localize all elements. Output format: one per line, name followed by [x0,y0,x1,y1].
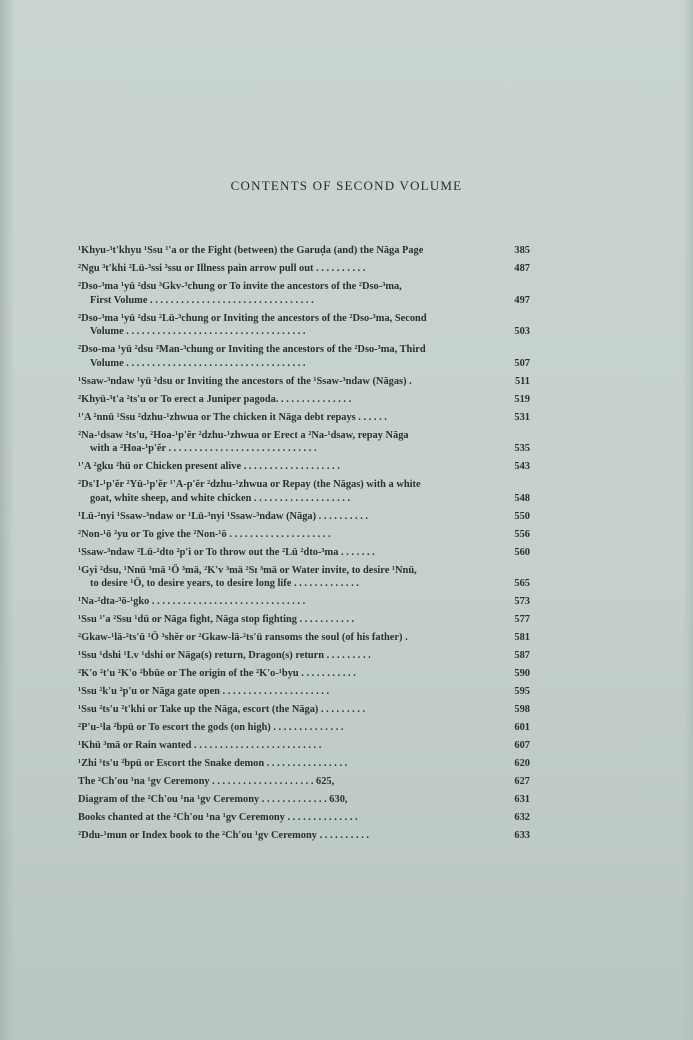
toc-entry-page-number: 556 [514,528,530,540]
toc-entry-title [78,793,496,807]
toc-entry-page-number: 531 [514,411,530,423]
toc-entry-continuation-line: goat, white sheep, and white chicken . . . . . . . . . . . . . . . . . . . [90,492,351,504]
toc-entry-line: ²Dso-ma ¹yü ²dsu ²Man-³chung or Inviting the ancestors of the ²Dso-³ma, Third [78,344,426,355]
toc-entry-title [78,631,496,645]
toc-entry-line: ²Ddu-¹mun or Index book to the ²Ch'ou ¹gv Ceremony . . . . . . . . . . [78,830,369,841]
toc-entry-title [78,375,496,389]
toc-entry-page-number: 607 [514,740,530,751]
toc-entry-title [78,546,496,560]
toc-entry-continuation-line: Volume . . . . . . . . . . . . . . . . . . . . . . . . . . . . . . . . . . . [90,326,306,337]
toc-entry-page-number: 633 [514,830,530,841]
toc-entry [78,829,530,843]
toc-entry [78,703,530,717]
toc-entry [78,649,530,663]
toc-entry-title [78,510,496,524]
toc-entry-line: ¹Ssu ¹'a ²Ssu ¹dü or Nāga fight, Nāga stop fighting . . . . . . . . . . . [78,614,355,625]
toc-entry [78,667,530,681]
toc-entry-line: ²K'o ²t'u ²K'o ²bbüe or The origin of the ²K'o-¹byu . . . . . . . . . . . [78,668,356,679]
toc-entry-title [78,721,496,735]
toc-entry-title [78,649,496,663]
toc-entry-line: ²P'u-¹la ²bpü or To escort the gods (on high) . . . . . . . . . . . . . . [78,722,344,733]
toc-entry-title [78,312,496,339]
toc-entry-title [78,595,496,609]
toc-entry-title [78,829,496,843]
page-shadow-right [683,0,693,1040]
toc-entry-line: ²Ds'I-¹p'ĕr ²Yü-¹p'ĕr ¹'A-p'ĕr ²dzhu-¹zhwua or Repay (the Nāgas) with a white [78,479,421,490]
toc-entry-line: ²Khyü-³t'a ²ts'u or To erect a Juniper pagoda. . . . . . . . . . . . . . . [78,393,352,405]
toc-entry-title [78,244,496,258]
toc-entry-page-number: 560 [514,546,530,558]
toc-entry-title [78,429,496,456]
toc-entry-page-number: 590 [514,668,530,679]
toc-entry [78,460,530,474]
toc-entry-page-number: 598 [514,704,530,715]
toc-entry-line: ¹Ssu ²k'u ²p'u or Nāga gate open . . . . . . . . . . . . . . . . . . . . . [78,686,330,697]
toc-entry-title [78,613,496,627]
toc-entry-line: ²Gkaw-¹lā-²ts'ü ¹Ö ³shĕr or ²Gkaw-lā-²ts'ü ransoms the soul (of his father) . [78,632,408,643]
toc-entry [78,429,530,456]
page-title: CONTENTS OF SECOND VOLUME [230,178,463,193]
toc-entry [78,510,530,524]
toc-entry [78,546,530,560]
toc-entry-line: Books chanted at the ²Ch'ou ¹na ¹gv Ceremony . . . . . . . . . . . . . . [78,812,358,823]
toc-entry-continuation-line: First Volume . . . . . . . . . . . . . . . . . . . . . . . . . . . . . . . . [90,294,314,306]
toc-entry-title [78,411,496,425]
toc-entry-page-number: 507 [514,357,530,369]
toc-entry [78,631,530,645]
toc-entry-continuation-line: with a ²Hoa-¹p'ĕr . . . . . . . . . . . . . . . . . . . . . . . . . . . . . [90,443,317,454]
toc-entry [78,411,530,425]
toc-entry [78,595,530,609]
toc-entry-title [78,343,496,370]
toc-entry-line: ¹Na-²dta-³ō-¹gko . . . . . . . . . . . . . . . . . . . . . . . . . . . . . . [78,596,306,607]
toc-entry-title [78,460,496,474]
toc-entry-page-number: 620 [514,758,530,769]
toc-entry-page-number: 631 [514,794,530,805]
toc-entry-page-number: 577 [514,614,530,625]
toc-entry-title [78,564,496,591]
toc-entry-title [78,811,496,825]
toc-entry-page-number: 385 [514,245,530,256]
toc-entry-line: ¹Ssu ¹dshi ¹Lv ¹dshi or Nāga(s) return, Dragon(s) return . . . . . . . . . [78,650,371,661]
toc-entry [78,528,530,542]
toc-entry-title [78,703,496,717]
toc-entry-page-number: 573 [514,596,530,607]
toc-entry-line: Diagram of the ²Ch'ou ¹na ¹gv Ceremony . . . . . . . . . . . . . 630, [78,794,348,805]
toc-entry [78,564,530,591]
toc-entry-line: ²Na-¹dsaw ²ts'u, ²Hoa-¹p'ĕr ²dzhu-¹zhwua or Erect a ²Na-¹dsaw, repay Nāga [78,429,409,441]
toc-entry-page-number: 503 [514,326,530,337]
toc-entry [78,262,530,276]
toc-entry-page-number: 595 [514,686,530,697]
toc-entry [78,343,530,370]
toc-entry-line: ¹Khyu-³t'khyu ¹Ssu ¹'a or the Fight (between) the Garuḍa (and) the Nāga Page [78,245,424,256]
toc-entry-page-number: 601 [514,722,530,733]
toc-entry [78,721,530,735]
toc-entry-line: ¹Ssaw-³ndaw ¹yü ²dsu or Inviting the ancestors of the ¹Ssaw-³ndaw (Nāgas) . [78,375,412,387]
toc-entry-page-number: 511 [514,375,530,387]
toc-entry-title [78,685,496,699]
toc-entry-title [78,775,496,789]
toc-entry-line: ¹Ssaw-³ndaw ²Lü-²dto ²p'i or To throw out the ²Lü ²dto-³ma . . . . . . . [78,546,375,558]
toc-entry-page-number: 565 [514,578,530,589]
toc-entry-line: The ²Ch'ou ¹na ¹gv Ceremony . . . . . . . . . . . . . . . . . . . . 625, [78,776,335,787]
toc-entry-page-number: 548 [514,492,530,504]
toc-entry-line: ²Ngu ³t'khi ²Lü-³ssi ³ssu or Illness pain arrow pull out . . . . . . . . . . [78,263,366,274]
toc-entry-line: ²Non-¹ō ²yu or To give the ²Non-¹ō . . . . . . . . . . . . . . . . . . . . [78,528,331,540]
toc-entry [78,280,530,307]
toc-entry-page-number: 519 [514,393,530,405]
toc-entry-title [78,262,496,276]
toc-entry-page-number: 627 [514,776,530,787]
toc-entry-title [78,393,496,407]
toc-entry-line: ²Dso-³ma ¹yü ²dsu ³Gkv-³chung or To invite the ancestors of the ²Dso-³ma, [78,281,402,292]
toc-entry-title [78,757,496,771]
toc-entry [78,793,530,807]
toc-entry-page-number: 487 [514,263,530,274]
toc-entry-line: ¹'A ²nnü ¹Ssu ²dzhu-¹zhwua or The chicken it Nāga debt repays . . . . . . [78,411,387,423]
toc-entry-page-number: 581 [514,632,530,643]
toc-entry [78,811,530,825]
toc-entry-title [78,739,496,753]
toc-entry-line: ¹Lü-²nyi ¹Ssaw-³ndaw or ¹Lü-³nyi ¹Ssaw-³ndaw (Nāga) . . . . . . . . . . [78,510,369,522]
table-of-contents [78,244,530,847]
toc-entry-page-number: 550 [514,510,530,522]
toc-entry-title [78,478,496,505]
toc-entry-title [78,528,496,542]
toc-entry-line: ²Dso-³ma ¹yü ²dsu ²Lü-³chung or Inviting the ancestors of the ²Dso-³ma, Second [78,312,427,324]
toc-entry-page-number: 543 [514,461,530,472]
toc-entry-line: ¹Ssu ²ts'u ²t'khi or Take up the Nāga, escort (the Nāga) . . . . . . . . . [78,704,366,715]
toc-entry-line: ¹Zhi ¹ts'u ²bpü or Escort the Snake demon . . . . . . . . . . . . . . . . [78,758,348,769]
toc-entry-title [78,280,496,307]
toc-entry [78,375,530,389]
toc-entry [78,478,530,505]
toc-entry-page-number: 497 [514,294,530,306]
toc-entry-title [78,667,496,681]
toc-entry-page-number: 587 [514,650,530,661]
toc-entry [78,393,530,407]
toc-entry [78,685,530,699]
toc-entry-line: ¹'A ²gku ²hü or Chicken present alive . . . . . . . . . . . . . . . . . . . [78,461,340,472]
toc-entry [78,739,530,753]
toc-entry [78,757,530,771]
toc-entry-page-number: 535 [514,443,530,454]
toc-entry-line: ¹Khü ³mā or Rain wanted . . . . . . . . . . . . . . . . . . . . . . . . . [78,740,322,751]
toc-entry [78,312,530,339]
toc-entry-line: ¹Gyi ²dsu, ¹Nnü ³mä ¹Ö ³mä, ²K'v ³mä ²Sɪ ³mä or Water invite, to desire ¹Nnü, [78,564,417,576]
toc-entry-continuation-line: to desire ¹Ö, to desire years, to desire long life . . . . . . . . . . . . . [90,578,359,589]
toc-entry [78,775,530,789]
toc-entry [78,613,530,627]
toc-entry [78,244,530,258]
toc-entry-continuation-line: Volume . . . . . . . . . . . . . . . . . . . . . . . . . . . . . . . . . . . [90,357,306,369]
page-shadow-left [0,0,14,1040]
toc-entry-page-number: 632 [514,812,530,823]
